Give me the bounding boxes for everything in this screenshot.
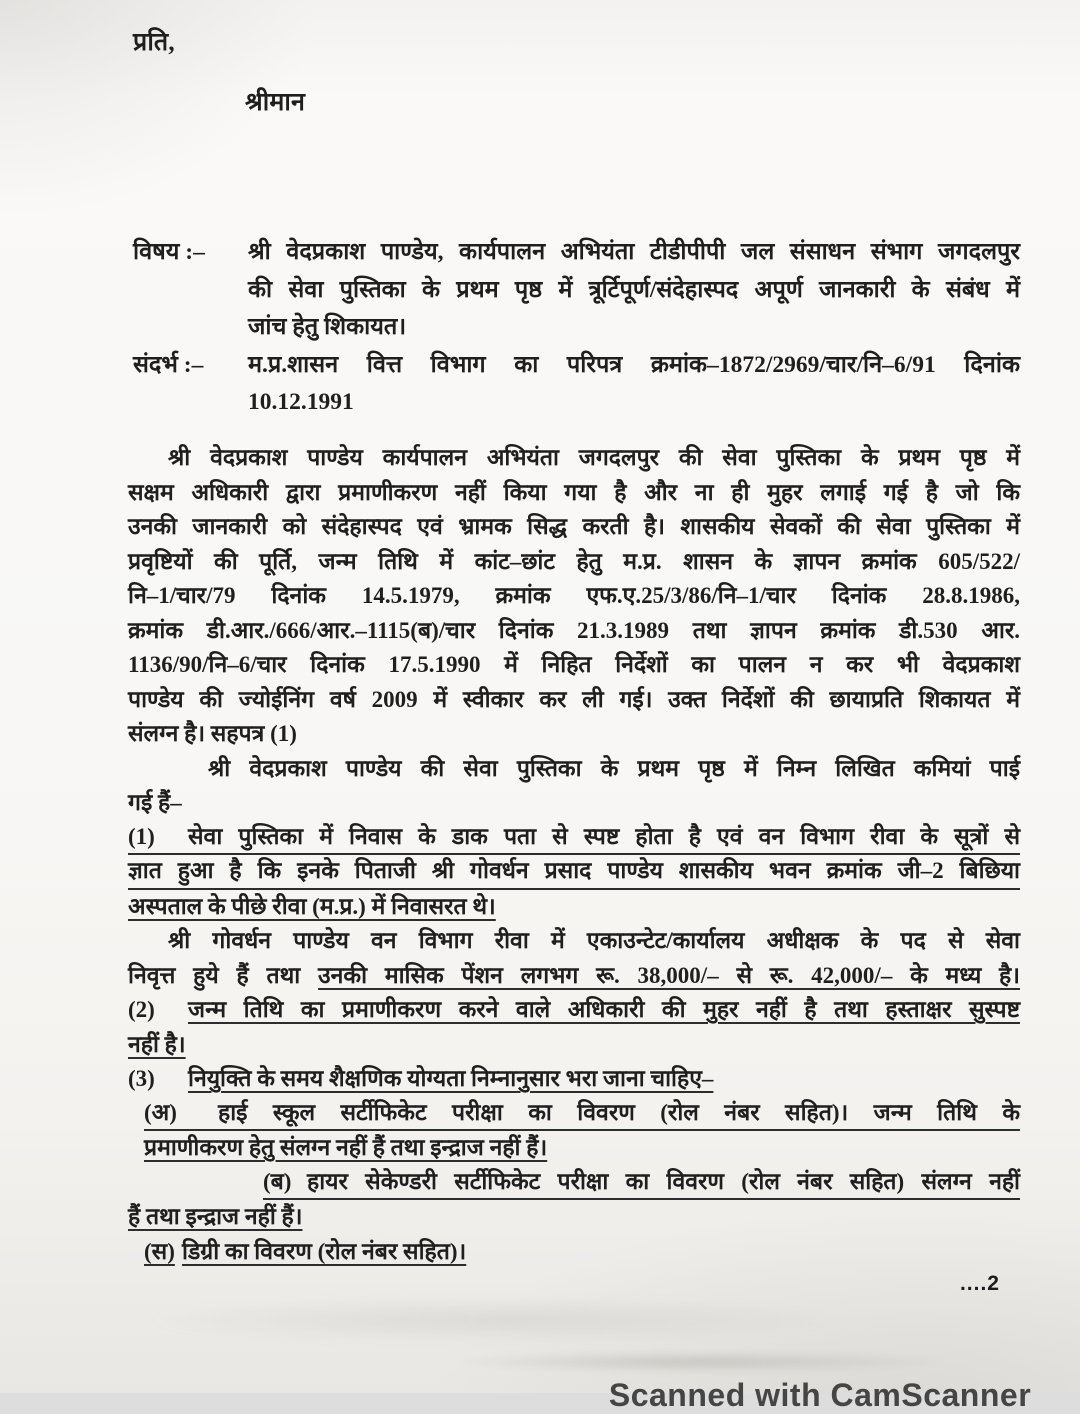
point-2-line [128, 993, 1020, 1028]
subject-line: श्री वेदप्रकाश पाण्डेय, कार्यपालन अभियंता टीडीपीपी जल संसाधन संभाग जगदलपुर [248, 239, 1020, 265]
body-line: श्री वेदप्रकाश पाण्डेय की सेवा पुस्तिका के प्रथम पृष्ठ में निम्न लिखित कमियां पाई [208, 755, 1020, 781]
point-3-line [128, 1062, 1020, 1097]
subject-text [248, 234, 1020, 347]
point-1-text: अस्पताल के पीछे रीवा (म.प्र.) में निवासरत थे। [128, 893, 496, 919]
point-1-line [128, 890, 1020, 925]
point-1-text: सेवा पुस्तिका में निवास के डाक पता से स्पष्ट होता है एवं वन विभाग रीवा के सूत्रों से [188, 824, 1020, 850]
body-line: क्रमांक डी.आर./666/आर.–1115(ब)/चार दिनांक 21.3.1989 तथा ज्ञापन क्रमांक डी.530 आर. [128, 617, 1020, 643]
subject-line: जांच हेतु शिकायत। [248, 314, 407, 340]
point-3c-line [144, 1235, 1020, 1270]
reference-row [133, 347, 1020, 422]
point-2-line [128, 1028, 1020, 1063]
point-3b-marker: (ब) [263, 1168, 292, 1194]
point-3a-text: प्रमाणीकरण हेतु संलग्न नहीं हैं तथा इन्द्राज नहीं हैं। [144, 1135, 548, 1161]
page-number: ....2 [959, 1272, 1000, 1295]
body-line: प्रवृष्टियों की पूर्ति, जन्म तिथि में कांट–छांट हेतु म.प्र. शासन के ज्ञापन क्रमांक 605/522/ [128, 548, 1020, 574]
body-line: पाण्डेय की ज्योईनिंग वर्ष 2009 में स्वीकार कर ली गई। उक्त निर्देशों की छायाप्रति शिकायत में [128, 686, 1020, 712]
subject-label: विषय :– [133, 239, 205, 265]
body-text: निवृत्त हुये हैं तथा [128, 962, 301, 988]
point-3c-marker: (स) [144, 1238, 175, 1264]
scan-smudge [30, 1290, 950, 1350]
body-line: उनकी जानकारी को संदेहास्पद एवं भ्रामक सिद्ध करती है। शासकीय सेवकों की सेवा पुस्तिका में [128, 514, 1020, 540]
point-1-line: ज्ञात हुआ है कि इनके पिताजी श्री गोवर्धन प्रसाद पाण्डेय शासकीय भवन क्रमांक जी–2 बिछिया [128, 855, 1020, 889]
point-3-heading: नियुक्ति के समय शैक्षणिक योग्यता निम्नानुसार भरा जाना चाहिए– [188, 1066, 714, 1092]
scan-smudge [380, 1348, 1020, 1376]
point-3b-line [263, 1166, 1020, 1200]
point-3a-marker: (अ) [144, 1099, 177, 1125]
body-line: नि–1/चार/79 दिनांक 14.5.1979, क्रमांक एफ.ए.25/3/86/नि–1/चार दिनांक 28.8.1986, [128, 583, 1020, 609]
point-3b-text: हैं तथा इन्द्राज नहीं हैं। [128, 1204, 303, 1230]
pension-amount-text: उनकी मासिक पेंशन लगभग रू. 38,000/– से रू. 42,000/– के मध्य है। [318, 962, 1020, 988]
point-2-text: जन्म तिथि का प्रमाणीकरण करने वाले अधिकारी की मुहर नहीं है तथा हस्ताक्षर सुस्पष्ट [188, 997, 1020, 1023]
salutation: प्रति, [133, 29, 175, 56]
point-3b-line [128, 1200, 1020, 1235]
point-3a-line [144, 1097, 1020, 1131]
body-line: गई हैं– [128, 790, 182, 816]
body-line: श्री वेदप्रकाश पाण्डेय कार्यपालन अभियंता जगदलपुर की सेवा पुस्तिका के प्रथम पृष्ठ में [168, 445, 1020, 470]
body-line: सक्षम अधिकारी द्वारा प्रमाणीकरण नहीं किया गया है और ना ही मुहर लगाई गई है जो कि [128, 479, 1020, 505]
subject-line: की सेवा पुस्तिका के प्रथम पृष्ठ में त्रूर्टिपूर्ण/संदेहास्पद अपूर्ण जानकारी के संबंध में [248, 276, 1020, 303]
reference-line: म.प्र.शासन वित्त विभाग का परिपत्र क्रमांक–1872/2969/चार/नि–6/91 दिनांक [248, 351, 1020, 378]
camscanner-watermark-text: Scanned with CamScanner [608, 1377, 1032, 1413]
subject-reference-block [133, 234, 1020, 422]
reference-label: संदर्भ :– [133, 351, 204, 378]
point-2-marker: (2) [128, 997, 155, 1023]
point-3a-text: हाई स्कूल सर्टीफिकेट परीक्षा का विवरण (रोल नंबर सहित)। जन्म तिथि के [218, 1099, 1020, 1125]
point-1-line [128, 821, 1020, 855]
point-3c-text: डिग्री का विवरण (रोल नंबर सहित)। [182, 1238, 467, 1264]
reference-line: 10.12.1991 [248, 389, 354, 415]
body-line: 1136/90/नि–6/चार दिनांक 17.5.1990 में निहित निर्देशों का पालन न कर भी वेदप्रकाश [128, 652, 1020, 678]
body-line [128, 959, 1020, 994]
body-line: संलग्न है। सहपत्र (1) [128, 721, 297, 747]
body-line: श्री गोवर्धन पाण्डेय वन विभाग रीवा में एकाउन्टेट/कार्यालय अधीक्षक के पद से सेवा [168, 928, 1020, 954]
point-2-text: नहीं है। [128, 1031, 186, 1057]
point-1-marker: (1) [128, 824, 155, 850]
addressee: श्रीमान [245, 89, 306, 116]
point-3-marker: (3) [128, 1066, 155, 1092]
point-3a-line [144, 1131, 1020, 1166]
point-3b-text: हायर सेकेण्डरी सर्टीफिकेट परीक्षा का विवरण (रोल नंबर सहित) संलग्न नहीं [307, 1168, 1020, 1194]
letter-body [128, 441, 1020, 1269]
reference-text [248, 347, 1020, 422]
subject-row [133, 234, 1020, 347]
